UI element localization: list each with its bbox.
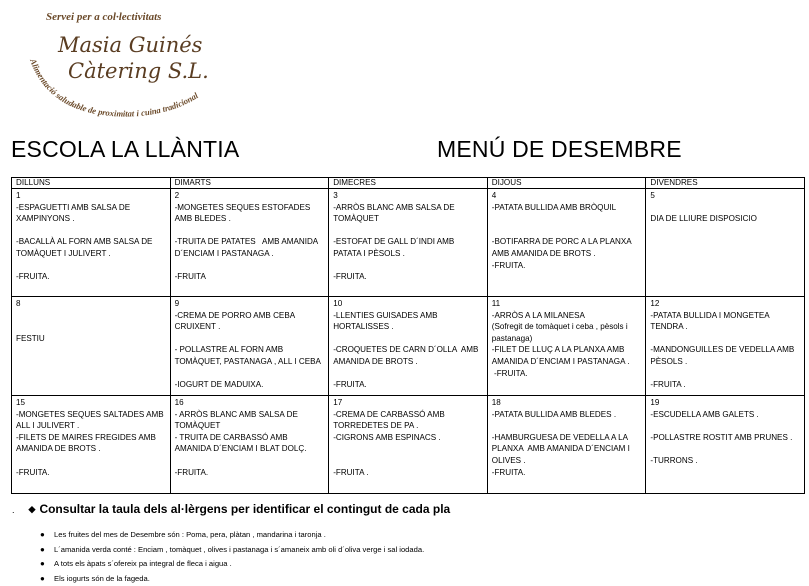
logo-graphic	[22, 4, 242, 122]
dish-line: -LLENTIES GUISADES AMB HORTALISSES .	[333, 310, 440, 332]
day-number: 3	[333, 191, 338, 200]
dish-line	[16, 260, 166, 272]
week-row	[12, 297, 805, 396]
notes-list	[40, 528, 424, 586]
dish-line	[175, 368, 325, 380]
dish-line: -MONGETES SEQUES SALTADES AMB ALL I JULIVERT .	[16, 409, 166, 431]
dish-line: -FILETS DE MAIRES FREGIDES AMB AMANIDA DE BROTS .	[16, 432, 158, 454]
day-number: 10	[333, 299, 343, 308]
dish-line: - POLLASTRE AL FORN AMB TOMÀQUET, PASTANAGA , ALL I CEBA	[174, 345, 321, 366]
dish-line	[175, 455, 325, 467]
day-cell	[12, 189, 171, 297]
bullet-icon: ●	[40, 573, 45, 583]
logo-name-line2: Càtering S.L.	[68, 59, 209, 83]
dish-line: -ESCUDELLA AMB GALETS .	[650, 409, 759, 419]
allergen-dot: .	[12, 505, 15, 515]
dish-line: -CREMA DE PORRO AMB CEBA CRUIXENT .	[174, 310, 297, 332]
dish-line	[175, 260, 325, 272]
day-number: 1	[16, 191, 21, 200]
day-number: 8	[16, 299, 21, 308]
dish-line: -FILET DE LLUÇ A LA PLANXA AMB AMANIDA D´ENCIAM I PASTANAGA .	[491, 345, 630, 366]
day-cell	[646, 297, 805, 396]
dish-line	[175, 225, 325, 237]
note-text: Els iogurts són de la fageda.	[54, 573, 150, 583]
dish-line: -ESPAGUETTI AMB SALSA DE XAMPINYONS .	[16, 202, 133, 224]
week-row	[12, 396, 805, 494]
dish-line: -ARRÒS BLANC AMB SALSA DE TOMÀQUET	[333, 202, 457, 224]
dish-line: -ARRÒS A LA MILANESA	[491, 310, 585, 320]
dish-line: -FRUITA .	[650, 380, 686, 390]
dish-line: -PATATA BULLIDA AMB BLEDES .	[491, 409, 617, 419]
dish-line	[333, 455, 483, 467]
day-cell	[170, 297, 329, 396]
dish-line: -FRUITA.	[491, 260, 526, 270]
day-cell	[487, 297, 646, 396]
dish-line	[333, 368, 483, 380]
dish-line: -FRUITA.	[491, 368, 528, 378]
day-cell	[329, 189, 488, 297]
day-cell	[487, 189, 646, 297]
dish-line: - TRUITA DE CARBASSÓ AMB AMANIDA D´ENCIAM I BLAT DOLÇ.	[174, 432, 307, 454]
dish-line	[16, 225, 166, 237]
dish-line: -TURRONS .	[650, 455, 698, 465]
day-cell	[329, 297, 488, 396]
dish-line: -FRUITA.	[333, 272, 367, 282]
logo-arc-textpath: Alimentació saludable de proximitat i cuina tradicional	[28, 57, 200, 119]
dish-line: -FRUITA	[174, 272, 206, 282]
dish-line: -IOGURT DE MADUIXA.	[174, 380, 264, 390]
dish-line	[16, 310, 166, 322]
day-cell	[487, 396, 646, 494]
day-cell	[170, 396, 329, 494]
bullet-icon: ●	[40, 530, 45, 539]
dish-line	[175, 333, 325, 345]
weekday-header: DIVENDRES	[646, 178, 805, 189]
bullet-icon: ●	[40, 559, 45, 569]
dish-line	[650, 420, 800, 432]
day-number: 12	[650, 299, 660, 308]
week-row	[12, 189, 805, 297]
day-number: 2	[174, 191, 180, 200]
menu-body	[12, 189, 805, 494]
dish-line: -CREMA DE CARBASSÓ AMB TORREDETES DE PA .	[333, 409, 447, 431]
company-logo	[22, 4, 242, 122]
dish-line	[492, 420, 642, 432]
allergen-note	[12, 502, 450, 516]
dish-line	[16, 321, 166, 333]
note-item	[40, 543, 424, 558]
dish-line: -TRUITA DE PATATES AMB AMANIDA D´ENCIAM I PASTANAGA .	[174, 237, 321, 258]
day-cell	[646, 189, 805, 297]
dish-line: -FRUITA .	[333, 467, 369, 477]
weekday-header: DILLUNS	[12, 178, 171, 189]
weekday-header: DIJOUS	[487, 178, 646, 189]
note-text: Les fruites del mes de Desembre són : Poma, pera, plàtan , mandarina i taronja .	[54, 530, 326, 539]
dish-line: -BACALLÀ AL FORN AMB SALSA DE TOMÀQUET I JULIVERT .	[16, 237, 155, 258]
menu-table	[11, 177, 805, 494]
dish-line	[16, 455, 166, 467]
dish-line: -PATATA BULLIDA AMB BRÒQUIL	[491, 202, 617, 212]
dish-line: -PATATA BULLIDA I MONGETEA TENDRA .	[650, 310, 772, 332]
dish-line	[333, 333, 483, 345]
weekday-header: DIMECRES	[329, 178, 488, 189]
dish-line: -FRUITA.	[491, 467, 526, 477]
logo-tagline: Servei per a col·lectivitats	[46, 11, 162, 23]
dish-line: (Sofregit de tomàquet i ceba , pèsols i pastanaga)	[491, 322, 630, 343]
dish-line: -BOTIFARRA DE PORC A LA PLANXA AMB AMANIDA DE BROTS .	[491, 237, 636, 258]
menu-title: MENÚ DE DESEMBRE	[437, 136, 682, 162]
logo-name-line1: Masia Guinés	[58, 33, 203, 57]
dish-line: FESTIU	[16, 333, 45, 343]
bullet-icon: ●	[40, 544, 45, 554]
day-number: 16	[174, 398, 184, 407]
day-number: 11	[491, 299, 501, 308]
dish-line	[650, 368, 800, 380]
dish-line: -MONGETES SEQUES ESTOFADES AMB BLEDES .	[174, 202, 313, 224]
dish-line	[650, 333, 800, 345]
dish-line	[492, 213, 642, 225]
dish-line: -CROQUETES DE CARN D´OLLA AMB AMANIDA DE BROTS .	[333, 345, 481, 366]
school-name: ESCOLA LA LLÀNTIA	[11, 136, 240, 162]
dish-line: -MANDONGUILLES DE VEDELLA AMB PÈSOLS .	[650, 345, 797, 366]
dish-line: -CIGRONS AMB ESPINACS .	[333, 432, 441, 442]
dish-line	[650, 443, 800, 455]
note-text: L´amanida verda conté : Enciam , tomàquet , olives i pastanaga i s´amaneix amb oli d´oliva verge i sal iodada.	[54, 544, 425, 554]
dish-line	[333, 443, 483, 455]
note-item	[40, 528, 424, 543]
dish-line: -HAMBURGUESA DE VEDELLA A LA PLANXA AMB AMANIDA D´ENCIAM I OLIVES .	[491, 432, 633, 465]
day-number: 19	[650, 398, 660, 407]
dish-line	[650, 202, 800, 214]
day-cell	[329, 396, 488, 494]
allergen-bullet-icon: ◆	[28, 504, 36, 514]
day-cell	[646, 396, 805, 494]
dish-line: -FRUITA.	[16, 467, 50, 477]
dish-line	[492, 225, 642, 237]
dish-line: -FRUITA.	[333, 380, 367, 390]
day-cell	[12, 297, 171, 396]
dish-line	[333, 225, 483, 237]
day-number: 17	[333, 398, 343, 407]
dish-line: DIA DE LLIURE DISPOSICIO	[650, 214, 757, 224]
day-cell	[170, 189, 329, 297]
dish-line: -FRUITA.	[174, 467, 209, 477]
weekday-header-row	[12, 178, 805, 189]
day-cell	[12, 396, 171, 494]
dish-line: -FRUITA.	[16, 272, 50, 282]
day-number: 4	[491, 191, 497, 200]
dish-line	[333, 260, 483, 272]
note-text: A tots els àpats s´ofereix pa integral de fleca i aigua .	[54, 559, 232, 569]
dish-line: -ESTOFAT DE GALL D´INDI AMB PATATA I PÈSOLS .	[333, 237, 457, 258]
day-number: 5	[650, 191, 655, 200]
day-number: 18	[491, 398, 501, 407]
weekday-header: DIMARTS	[170, 178, 329, 189]
dish-line: - ARRÒS BLANC AMB SALSA DE TOMÀQUET	[174, 409, 300, 431]
day-number: 9	[174, 299, 180, 308]
dish-line: -POLLASTRE ROSTIT AMB PRUNES .	[650, 432, 793, 442]
day-number: 15	[16, 398, 26, 407]
note-item	[40, 557, 424, 572]
allergen-note-text: Consultar la taula dels al·lèrgens per identificar el contingut de cada pla	[39, 502, 451, 516]
